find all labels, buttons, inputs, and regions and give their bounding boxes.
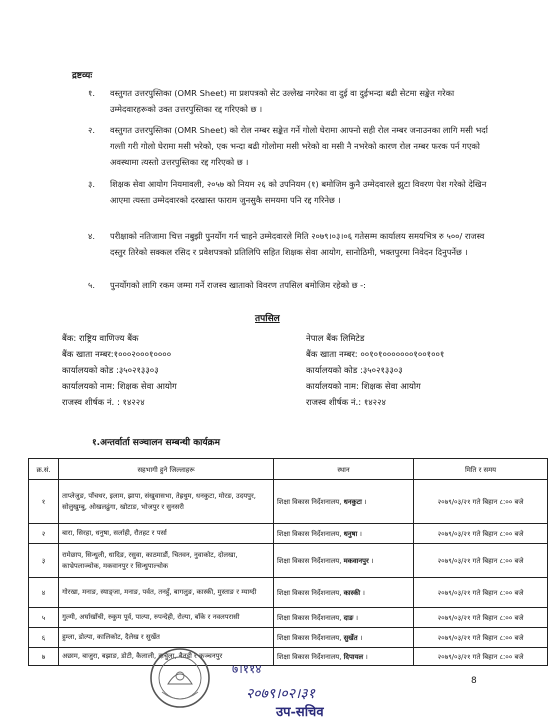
revenue-head: राजस्व शीर्षक नं.: १४२२४ [306, 398, 386, 408]
row-districts: ताप्लेजुङ, पाँचथर, इलाम, झापा, संखुवासभा, तेह्रथुम, धनकुटा, मोरङ, उदयपुर, सोलुखुम्बु, ओखलढुंगा, खोटाङ, भोजपुर र सुनसरी [59, 480, 274, 524]
row-districts: हुम्ला, डोल्पा, कालिकोट, दैलेख र सुर्खेत [59, 628, 274, 648]
row-place: शिक्षा विकास निर्देशनालय, कास्की । [273, 578, 413, 608]
table-row [29, 608, 548, 628]
bank-account-number: बैंक खाता नम्बर:१०००२०००१०००० [62, 350, 172, 360]
col-header-sn: क्र.सं. [29, 459, 59, 480]
row-sn: ४ [29, 578, 59, 608]
table-row [29, 544, 548, 578]
row-datetime: २०७९/०३/२१ गते बिहान ८:०० बजे [414, 480, 548, 524]
row-place: शिक्षा विकास निर्देशनालय, सुर्खेत । [273, 628, 413, 648]
note-number: १. [88, 88, 95, 98]
row-districts: गुल्मी, अर्घाखाँची, रुकुम पूर्व, पाल्पा, रुपन्देही, रोल्पा, बाँके र नवलपरासी [59, 608, 274, 628]
revenue-head: राजस्व शीर्षक नं. : १४२२४ [62, 398, 145, 408]
row-districts: रामेछाप, सिन्धुली, धादिङ, रसुवा, काठमाडौं, चितवन, नुवाकोट, दोलखा, काभ्रेपलाञ्चोक, मकवानपुर र सिन्धुपाल्चोक [59, 544, 274, 578]
row-datetime: २०७९/०३/२१ गते बिहान ८:०० बजे [414, 648, 548, 666]
bank-name: बैंक: राष्ट्रिय वाणिज्य बैंक [62, 334, 139, 344]
office-code: कार्यालयको कोड :३५०२१३३०३ [62, 366, 159, 376]
row-sn: ७ [29, 648, 59, 666]
row-place: शिक्षा विकास निर्देशनालय, धनकुटा । [273, 480, 413, 524]
note-text: वस्तुगत उत्तरपुस्तिका (OMR Sheet) को रोल नम्बर सङ्केत गर्ने गोलो घेरामा आफ्नो सही रोल नम्बर जनाउनका लागि मसी भर्दा गल्ती गरी गोलो घेरामा मसी भरेको, एक भन्दा बढी गोलोमा मसी भरेको वा मसी नै नभरेको कारण रोल नम्बर फरक पर्न गएको अवस्थामा त्यस्तो उत्तरपुस्तिका रद्द गरिएको छ । [110, 125, 488, 167]
row-datetime: २०७९/०३/२१ गते बिहान ८:०० बजे [414, 524, 548, 544]
section-title: १.अन्तर्वार्ता सञ्चालन सम्बन्धी कार्यक्रम [92, 438, 220, 448]
row-sn: ५ [29, 608, 59, 628]
interview-schedule-table [28, 458, 548, 666]
row-place: शिक्षा विकास निर्देशनालय, धनुषा । [273, 524, 413, 544]
note-number: ५. [88, 280, 95, 290]
tapsil-heading: तपसिल [255, 314, 280, 324]
row-districts: बारा, सिरहा, धनुषा, सर्लाही, रौतहट र पर्सा [59, 524, 274, 544]
note-text: शिक्षक सेवा आयोग नियमावली, २०५७ को नियम २६ को उपनियम (१) बमोजिम कुनै उम्मेदवारले झुटा विवरण पेश गरेको देखिन आएमा त्यस्ता उम्मेदवारको दरखास्त फाराम जुनसुकै समयमा पनि रद्द गरिनेछ । [110, 179, 487, 205]
col-header-place: स्थान [273, 459, 413, 480]
note-3 [88, 176, 498, 208]
row-districts: गोरखा, मनाङ, स्याङ्जा, मनाङ, पर्वत, तनहुँ, बागलुङ, कास्की, मुस्ताङ र म्याग्दी [59, 578, 274, 608]
notes-heading: द्रष्टव्यः [72, 71, 93, 81]
office-code: कार्यालयको कोड :३५०२१३३०३ [306, 366, 403, 376]
signatory-title: उप-सचिव [276, 705, 324, 720]
row-place: शिक्षा विकास निर्देशनालय, दिपायल । [273, 648, 413, 666]
bank-name: नेपाल बैंक लिमिटेड [306, 334, 365, 344]
bank-details-right [306, 331, 536, 411]
table-row [29, 648, 548, 666]
signature-initials: ७।११४ [232, 662, 262, 676]
note-5 [88, 277, 498, 293]
signature-date: २०७९।०२।३१ [246, 686, 315, 702]
page-number: 8 [471, 676, 477, 686]
row-districts: अछाम, बाजुरा, बझाङ, डोटी, कैलाली, दार्चुला, बैतडी र कञ्चनपुर [59, 648, 274, 666]
row-place: शिक्षा विकास निर्देशनालय, दाङ । [273, 608, 413, 628]
row-datetime: २०७९/०३/२१ गते बिहान ८:०० बजे [414, 544, 548, 578]
table-row [29, 578, 548, 608]
note-text: वस्तुगत उत्तरपुस्तिका (OMR Sheet) मा प्रशपत्रको सेट उल्लेख नगरेका वा दुई वा दुईभन्दा बढी सेटमा सङ्केत गरेका उम्मेदवारहरूको उक्त उत्तरपुस्तिका रद्द गरिएको छ । [110, 88, 455, 114]
col-header-datetime: मिति र समय [414, 459, 548, 480]
row-sn: ६ [29, 628, 59, 648]
note-text: परीक्षाको नतिजामा चित्त नबुझी पुनर्योग गर्न चाहने उम्मेदवारले मिति २०७९।०३।०६ गतेसम्म कार्यालय समयभित्र रु ५००/ राजस्व दस्तुर तिरेको सक्कल रसिद र प्रवेशपत्रको प्रतिलिपि सहित शिक्षक सेवा आयोग, सानोठिमी, भक्तपुरमा निवेदन दिनुपर्नेछ । [110, 231, 485, 257]
row-sn: २ [29, 524, 59, 544]
bank-account-number: बैंक खाता नम्बर: ००१०१०००००००१००१००१ [306, 350, 445, 360]
note-number: ३. [88, 179, 95, 189]
col-header-districts: सहभागी हुने जिल्लाहरू [59, 459, 274, 480]
bank-details-left [62, 331, 282, 411]
office-name: कार्यालयको नाम: शिक्षक सेवा आयोग [306, 382, 421, 392]
office-name: कार्यालयको नाम: शिक्षक सेवा आयोग [62, 382, 177, 392]
table-row [29, 628, 548, 648]
note-number: ४. [88, 231, 95, 241]
row-place: शिक्षा विकास निर्देशनालय, मकवानपुर । [273, 544, 413, 578]
table-header-row [29, 459, 548, 480]
row-datetime: २०७९/०३/२१ गते बिहान ८:०० बजे [414, 578, 548, 608]
row-datetime: २०७९/०३/२१ गते बिहान ८:०० बजे [414, 628, 548, 648]
note-1 [88, 85, 498, 117]
note-4 [88, 228, 498, 260]
row-sn: १ [29, 480, 59, 524]
table-row [29, 480, 548, 524]
office-seal-stamp [148, 646, 212, 710]
note-2 [88, 122, 498, 170]
note-number: २. [88, 125, 95, 135]
row-sn: ३ [29, 544, 59, 578]
note-text: पुनर्योगको लागि रकम जम्मा गर्ने राजस्व खाताको विवरण तपसिल बमोजिम रहेको छ -: [110, 280, 366, 290]
table-row [29, 524, 548, 544]
row-datetime: २०७९/०३/२१ गते बिहान ८:०० बजे [414, 608, 548, 628]
